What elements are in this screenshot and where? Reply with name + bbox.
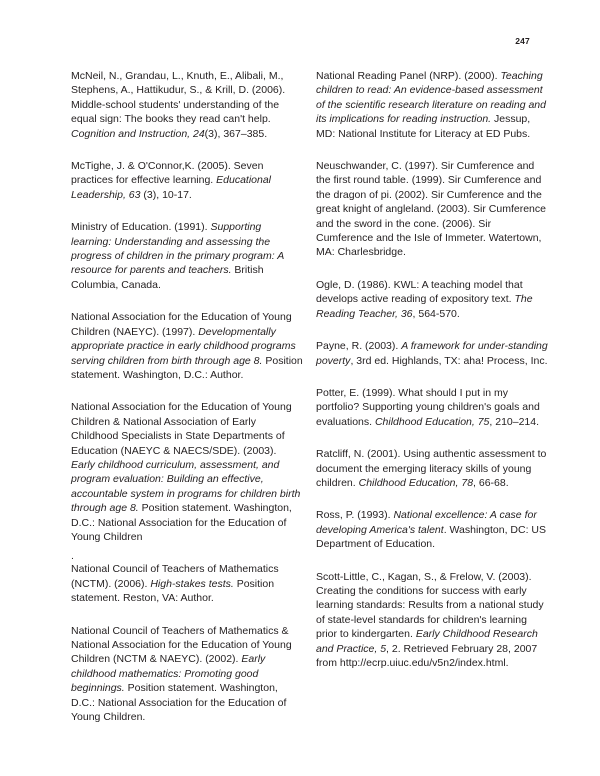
reference-text: National Association for the Education of Young Children & National Association of Early Childhood Specialists in State Departments of Education (NAEYC & NAECS/SDE). (2003).: [71, 401, 292, 457]
reference-title-italic: Childhood Education, 75: [374, 415, 490, 428]
reference-title-italic: National excellence: A case for developing America's talent: [316, 509, 537, 536]
reference-entry: [71, 562, 303, 605]
reference-text: British Columbia, Canada.: [71, 264, 264, 291]
reference-text: , 564-570.: [412, 307, 460, 320]
reference-text: Ratcliff, N. (2001). Using authentic assessment to document the emerging literacy skills of young children.: [316, 448, 547, 489]
reference-text: Neuschwander, C. (1997). Sir Cumference and the first round table. (1999). Sir Cumference and the dragon of pi. (2002). Sir Cumference and the great knight of angleland. (2003). Sir Cumference and the sword in the cone. (2006). Sir Cumference and the Isle of Immeter. Watertown, MA: Charlesbridge.: [316, 160, 546, 259]
reference-title-italic: Early childhood curriculum, assessment, and program evaluation: Building an effective, accountable system in programs for children birth through age 8.: [71, 458, 301, 515]
reference-text: McNeil, N., Grandau, L., Knuth, E., Alibali, M., Stephens, A., Hattikudur, S., & Krill, D. (2006). Middle-school students' understanding of the equal sign: The books they read can't help.: [71, 70, 286, 126]
reference-text: Position statement. Washington, D.C.: National Association for the Education of Young Children.: [71, 682, 287, 724]
reference-text: McTighe, J. & O'Connor,K. (2005). Seven practices for effective learning.: [71, 160, 264, 187]
reference-title-italic: High-stakes tests.: [150, 577, 234, 590]
reference-text: National Association for the Education of Young Children (NAEYC). (1997).: [71, 311, 292, 338]
reference-text: Ogle, D. (1986). KWL: A teaching model that develops active reading of expository text.: [316, 278, 523, 306]
reference-title-italic: Teaching children to read: An evidence-based assessment of the scientific research literature on reading and its implications for reading instruction.: [316, 70, 546, 126]
reference-entry: [71, 69, 303, 141]
reference-text: . Washington, DC: US Department of Education.: [316, 523, 547, 551]
reference-text: (3), 367–385.: [204, 127, 268, 140]
reference-text: Position statement. Washington, D.C.: Author.: [71, 354, 303, 381]
reference-entry: [316, 508, 548, 551]
reference-entry: [316, 447, 548, 490]
reference-text: Position statement. Washington, D.C.: National Association for the Education of Young Children: [71, 502, 292, 543]
reference-entry: [71, 310, 303, 382]
reference-title-italic: The Reading Teacher, 36: [316, 293, 533, 320]
reference-text: , 66-68.: [473, 476, 509, 489]
reference-entry: [71, 550, 303, 562]
reference-text: Ross, P. (1993).: [316, 509, 394, 522]
reference-title-italic: Supporting learning: Understanding and assessing the progress of children in the primary program: A resource for parents and teachers.: [71, 221, 284, 277]
reference-entry: [316, 159, 548, 260]
reference-title-italic: Developmentally appropriate practice in early childhood programs serving children from birth through age 8.: [71, 325, 296, 367]
reference-text: .: [71, 550, 74, 563]
reference-text: National Council of Teachers of Mathematics (NCTM). (2006).: [71, 563, 279, 590]
reference-text: Payne, R. (2003).: [316, 340, 402, 353]
reference-text: (3), 10-17.: [140, 188, 192, 201]
reference-entry: [71, 220, 303, 292]
reference-entry: [316, 386, 548, 429]
reference-entry: [316, 69, 548, 141]
reference-title-italic: Early Childhood Research and Practice, 5: [316, 628, 538, 655]
reference-text: , 210–214.: [489, 415, 540, 428]
reference-entry: [316, 570, 548, 671]
page-number: 247: [515, 36, 530, 46]
reference-entry: [316, 278, 548, 321]
reference-text: Potter, E. (1999). What should I put in my portfolio? Supporting young children's goals and evaluations.: [316, 386, 540, 428]
references-left-column: [71, 69, 303, 742]
reference-entry: [71, 624, 303, 725]
reference-text: , 3rd ed. Highlands, TX: aha! Process, Inc.: [350, 354, 548, 367]
reference-text: Scott-Little, C., Kagan, S., & Frelow, V. (2003). Creating the conditions for success with early learning standards: Results from a national study of state-level standards for children's learning prior to kindergarten.: [316, 570, 544, 641]
reference-title-italic: Cognition and Instruction, 24: [71, 127, 205, 140]
reference-text: Ministry of Education. (1991).: [71, 221, 211, 234]
reference-text: Position statement. Reston, VA: Author.: [71, 577, 275, 605]
reference-entry: [71, 159, 303, 202]
reference-title-italic: A framework for under-standing poverty: [316, 340, 548, 367]
reference-text: National Council of Teachers of Mathematics & National Association for the Education of Young Children (NCTM & NAEYC). (2002).: [71, 624, 292, 666]
reference-text: , 2. Retrieved February 28, 2007 from http://ecrp.uiuc.edu/v5n2/index.html.: [316, 642, 538, 669]
references-right-column: [316, 69, 548, 688]
reference-title-italic: Early childhood mathematics: Promoting good beginnings.: [71, 653, 266, 695]
reference-text: Jessup, MD: National Institute for Literacy at ED Pubs.: [316, 113, 531, 140]
reference-title-italic: Educational Leadership, 63: [71, 174, 272, 201]
reference-entry: [316, 339, 548, 368]
reference-title-italic: Childhood Education, 78: [358, 476, 474, 489]
reference-entry: [71, 400, 303, 544]
reference-text: National Reading Panel (NRP). (2000).: [316, 70, 501, 82]
